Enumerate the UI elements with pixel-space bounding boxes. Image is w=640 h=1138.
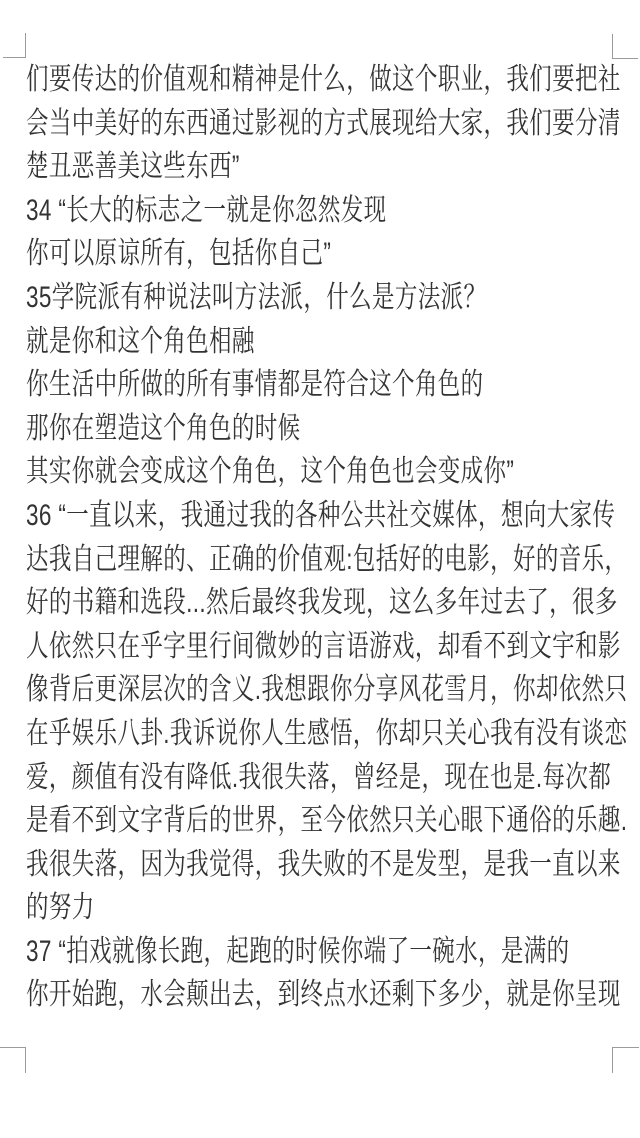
text-line-quote-37: 37 “拍戏就像长跑，起跑的时候你端了一碗水，是满的 [26, 934, 570, 968]
text-line: 人依然只在乎字里行间微妙的言语游戏，却看不到文宇和影 [26, 629, 621, 663]
text-boundary-mark-bottom-left [0, 1047, 26, 1073]
text-line: 就是你和这个角色相融 [26, 324, 255, 358]
text-line-quote-36: 36 “一直以来，我通过我的各种公共社交媒体，想向大家传 [26, 498, 616, 532]
text-line: 会当中美好的东西通过影视的方式展现给大家，我们要分清 [26, 106, 621, 140]
text-line: 好的书籍和选段...然后最终我发现，这么多年过去了，很多 [26, 586, 618, 620]
text-boundary-mark-bottom-right [612, 1047, 639, 1073]
text-line: 你可以原谅所有，包括你自己” [26, 237, 332, 271]
text-line: 那你在塑造这个角色的时候 [26, 411, 301, 445]
text-boundary-mark-top-left [3, 33, 26, 58]
text-boundary-mark-top-right [612, 34, 638, 59]
text-line: 其实你就会变成这个角色，这个角色也会变成你” [26, 455, 515, 489]
text-line: 爱，颜值有没有降低.我很失落，曾经是，现在也是.每次都 [26, 760, 612, 794]
text-line-quote-35: 35学院派有种说法叫方法派，什么是方法派？ [26, 280, 487, 314]
text-line: 楚丑恶善美这些东西” [26, 150, 240, 184]
text-line: 达我自己理解的、正确的价值观:包括好的电影，好的音乐， [26, 542, 628, 576]
text-block [26, 58, 628, 1017]
text-line: 像背后更深层次的含义.我想跟你分享风花雪月，你却依然只 [26, 673, 628, 707]
text-line: 你开始跑，水会颠出去，到终点水还剩下多少，就是你呈现 [26, 978, 621, 1012]
text-line: 我很失落，因为我觉得，我失败的不是发型，是我一直以来 [26, 847, 621, 881]
text-line: 们要传达的价值观和精神是什么，做这个职业，我们要把社 [26, 63, 621, 96]
text-line: 你生活中所做的所有事情都是符合这个角色的 [26, 368, 484, 402]
text-line: 是看不到文字背后的世界，至今依然只关心眼下通俗的乐趣. [26, 804, 628, 838]
text-line-quote-34: 34 “长大的标志之一就是你忽然发现 [26, 193, 387, 227]
text-line: 在乎娱乐八卦.我诉说你人生感悟，你却只关心我有没有谈恋 [26, 716, 628, 750]
text-line: 的努力 [26, 891, 95, 925]
